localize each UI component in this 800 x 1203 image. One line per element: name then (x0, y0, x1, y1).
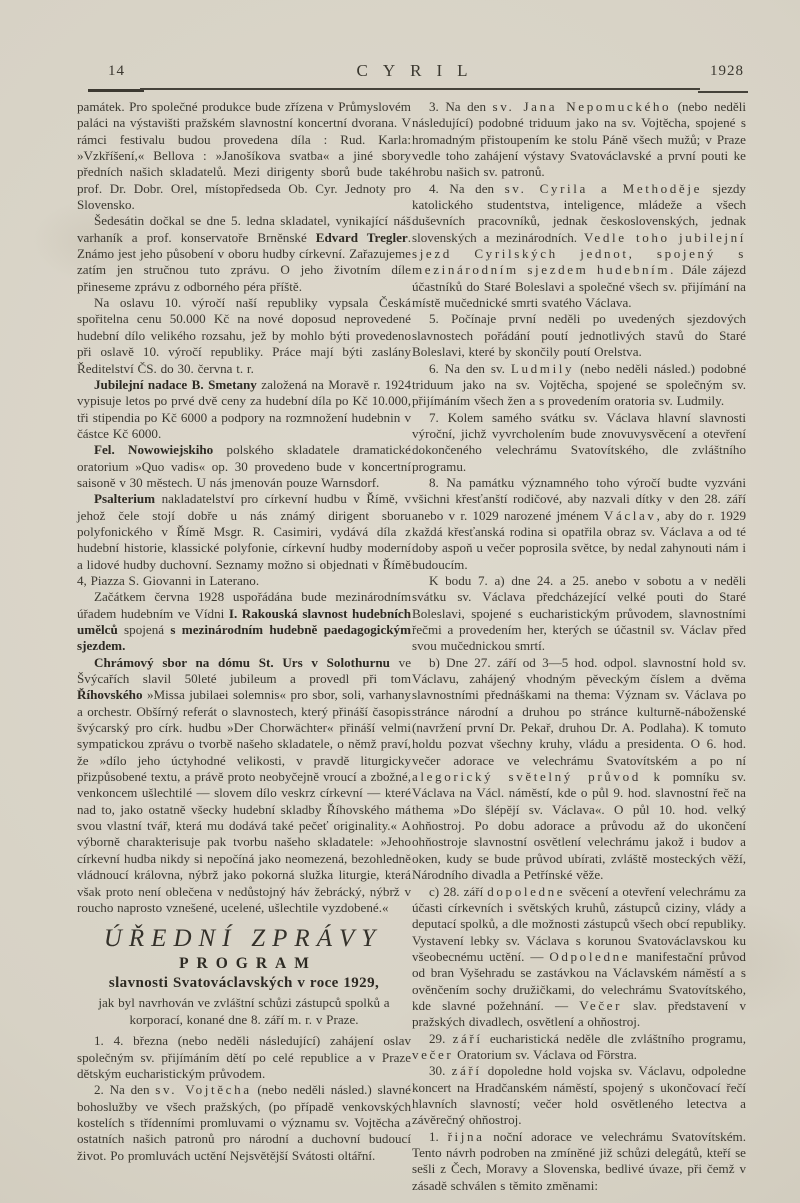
paragraph (412, 1129, 746, 1194)
paragraph (77, 213, 411, 295)
paragraph (412, 181, 746, 312)
header-rule-left-segment (88, 89, 144, 92)
year-label: 1928 (710, 63, 744, 79)
letterspaced-text: Václav (603, 507, 657, 523)
text: Šedesátin dočkal se dne 5. ledna skladatel, vynikající náš varhaník a prof. konservatoře Brněnské (77, 213, 411, 245)
paragraph (412, 1031, 746, 1064)
letterspaced-text: Večer (579, 997, 623, 1013)
right-column (412, 99, 746, 1194)
page-header (78, 60, 746, 90)
text: Začátkem června 1928 uspořádána bude mezinárodním úřadem hudebním ve Vídni (77, 589, 411, 621)
bold-text: s mezinárodním hudebně paedagogickým sjezdem. (77, 622, 411, 654)
text: Na oslavu 10. výročí naší republiky vypsala Česká spořitelna cenu 50.000 Kč na nové doposud neprovedené hudební dílo velikého rozsahu, jež by mohlo býti provedeno při oslavě 10. výročí republiky. Práce mají býti zaslány Ředitelství ČS. do 30. června t. r. (77, 295, 411, 376)
text: dopoledne hold vojska sv. Václavu, odpoledne koncert na Hradčanském náměstí, spojený s ukončovací řečí hlavních slavností; večer hold osvětleného letectva a závěrečný ohňostroj. (412, 1063, 746, 1128)
text: (nebo neděli následující) podobné triduum jako na sv. Vojtěcha, spojené s hromadným přistoupením ke stolu Páně všech mužů; v Praze vedle toho zahájení výstavy Svatováclavské a první pouti ke hrobu našich sv. patronů. (412, 99, 746, 180)
text: Oratorium sv. Václava od Förstra. (453, 1046, 637, 1062)
heading-program: PROGRAM (179, 954, 317, 972)
paragraph (77, 1082, 411, 1164)
text: 1. (429, 1128, 448, 1144)
bold-text: Edvard Tregler (315, 229, 408, 245)
text: Dále zájezd účastníků do Staré Boleslavi a společné všech sv. přijímání na místě mučednické smrti svatého Václava. (412, 262, 746, 311)
text: 5. Počínaje první neděli po uvedených sjezdových slavnostech pořádání poutí jednotlivých stavů do Staré Boleslavi, které by skončily poutí Orelstva. (412, 311, 746, 360)
text: 4. Na den (429, 180, 505, 196)
text: (nebo neděli násled.) slavné bohoslužby ve všech pražských, (po případě venkovských kostelích s třídenními promluvami o významu sv. Vojtěcha a ostatních našich patronů pro národní a duchovní budoucí život. Po promluvách uctění Nejsvětější Svátosti oltářní. (77, 1082, 411, 1163)
paragraph (412, 311, 746, 360)
bold-text: I. Rakouská slavnost hudebních umělců (77, 605, 412, 637)
text: ve Švýcařích slavil 50leté jubileum a provedl při tom (77, 654, 411, 687)
bold-text: Chrámový sbor na dómu St. Urs v Solothurnu (94, 654, 390, 670)
letterspaced-text: večer (412, 1046, 454, 1062)
letterspaced-text: alegorický světelný průvod (412, 769, 641, 785)
paragraph (77, 491, 411, 589)
text: eucharistická neděle dle zvláštního programu, (482, 1030, 746, 1046)
text: spojená (117, 622, 171, 637)
letterspaced-text: sv. Vojtěcha (155, 1082, 252, 1098)
paragraph (77, 589, 411, 654)
paragraph (412, 475, 746, 573)
bold-text: Psalterium (94, 491, 156, 507)
letterspaced-text: září (452, 1030, 483, 1046)
paragraph (77, 99, 411, 213)
header-rule (140, 88, 700, 90)
text: k pomníku sv. Václava na Václ. náměstí, kde o půl 9. hod. slavnostní řeč na thema »Do šlépějí sv. Václava«. O půl 10. hod. velký ohňostroj. Po dobu adorace a průvodu až do ukončení ohňostroje slavnostní osvětlení velechrámu jakož i budov a oken, kudy se bude průvod ubírati, zvláště mosteckých věží, Národního divadla a Petřínské věže. (412, 769, 746, 883)
text: . Známo jest jeho působení v oboru hudby církevní. Zařazujeme zatím jen stručnou tuto zprávu. O jeho životním díle přineseme zprávu z odborného péra příště. (77, 229, 412, 294)
paragraph (412, 1063, 746, 1128)
text: c) 28. září (429, 883, 488, 899)
paragraph (412, 655, 746, 884)
text: 3. Na den (429, 99, 493, 114)
text: 6. Na den sv. (429, 360, 511, 376)
letterspaced-text: Odpoledne (549, 948, 631, 964)
text: (nebo neděli násled.) podobné triduum jako na sv. Vojtěcha, spojené se společným sv. přijímáním všech žen a s provedením oratoria sv. Ludmily. (412, 360, 747, 409)
letterspaced-text: sv. Cyrila a Methoděje (504, 180, 702, 196)
journal-title: CYRIL (356, 61, 483, 80)
text: sjezdy katolického studentstva, inteligence, mládeže a všech duševních pracovníků, jednak československých, jednak slovenských a mezinárodních. (412, 180, 746, 245)
letterspaced-text: Ludmily (510, 360, 575, 376)
text: 2. Na den (94, 1082, 156, 1098)
page-number: 14 (108, 63, 125, 79)
paragraph (412, 99, 746, 181)
text: 7. Kolem samého svátku sv. Václava hlavní slavnosti výroční, jichž vyvrcholením bude znovuvysvěcení a otevření dokončeného velechrámu Svatovítského, dle zvláštního programu. (412, 409, 746, 474)
text: 29. (429, 1030, 453, 1046)
letterspaced-text: září (451, 1063, 482, 1079)
letterspaced-text: Vedle toho jubilejní sjezd Cyrilských jednot, spojený s mezinárodním sjezdem hudebním. (412, 229, 746, 278)
paragraph (77, 442, 411, 491)
text: svěcení a otevření velechrámu za účasti církevních i světských kruhů, zástupců ciziny, vlády a deputací spolků, a dle možnosti zástupců všech obcí republiky. Vystavení lebky sv. Václava s korunou Svatováclavskou ku všeobecnému uctění. — (412, 883, 746, 964)
text: památek. Pro společné produkce bude zřízena v Průmyslovém paláci na výstavišti pražském slavnostní koncertní dvorana. V rámci festivalu budou provedena díla : Rud. Karla: »Vzkříšení,« Bellova : »Janošíkova svatba« a jiné sbory předních našich skladatelů. Mezi dirigenty sborů bude také prof. Dr. Dobr. Orel, místopředseda Ob. Cyr. Jednoty pro Slovensko. (77, 99, 411, 213)
text: 30. (429, 1063, 452, 1079)
bold-text: Říhovského (77, 687, 143, 703)
bold-text: Fel. Nowowiejskiho (94, 442, 214, 458)
heading-subtitle: jak byl navrhován ve zvláštní schůzi zástupců spolků a korporací, konané dne 8. září m. r. v Praze. (98, 995, 390, 1027)
text: 8. Na památku významného toho výročí budte vyzváni všichni křesťanští rodičové, aby nazvali dítky v den 28. září anebo v r. 1029 narozené jménem (412, 474, 746, 523)
paragraph (412, 573, 746, 655)
paragraph (77, 655, 411, 917)
header-rule-right-segment (698, 91, 748, 93)
paragraph (412, 884, 746, 1031)
letterspaced-text: řijna (447, 1128, 485, 1144)
text: slav. představení v pražských divadlech, osvětlení a ohňostroj. (412, 997, 746, 1030)
paragraph (412, 361, 746, 410)
text: polského skladatele dramatické oratorium »Quo vadis« op. 30 provedeno bude v koncertní saisoně v 30 městech. U nás jmenován pouze Warnsdorf. (77, 442, 411, 490)
paragraph (77, 1033, 411, 1082)
text: nakladatelství pro církevní hudbu v Římě, v jehož čele stojí dobře u nás známý dirigent sboru polyfonického v Římě Msgr. R. Casimiri, vydává díla z hudební historie, klassické polyfonie, církevní hudby moderní a lidové hudby duchovní. Seznamy možno si objednati v Římě 4, Piazza S. Giovanni in Laterano. (77, 491, 411, 588)
paragraph (77, 377, 411, 442)
text: noční adorace ve velechrámu Svatovítském. Tento návrh podroben na zmíněné již schůzi delegátů, kteří se sešli z Čech, Moravy a Slovenska, bedlivé úvaze, při čemž v zásadě schválen s těmito změnami: (412, 1128, 747, 1193)
text: »Missa jubilaei solemnis« pro sbor, soli, varhany a orchestr. Obšírný referát o slavnostech, který přináší časopis švýcarský pro círk. hudbu »Der Chorwächter« přináší velmi sympatickou zprávu o tvorbě našeho skladatele, o němž praví, že »dílo jeho úctyhodné velikosti, v pravdě liturgicky přizpůsobené textu, a právě proto neobyčejně vroucí a zbožné, venkoncem ušlechtilé — slovem dílo veskrz církevní — které nad to, jako ostatně všecky hudební skladby Říhovského má svou vlastní tvář, která mu dodává také pečeť originality.« A výborně charakterisuje pak tvorbu našeho skladatele: »Jeho církevní hudba nikdy si nepočíná jako neomezená, bezohledně vládnoucí královna, nýbrž jako pokorná služka liturgie, která však proto není oblečena v nedůstojný háv žebrácký, nýbrž v roucho naprosto vznešené, ucelené, ušlechtile vyzdobené.« (77, 687, 411, 915)
text: založená na Moravě r. 1924 vypisuje letos po prvé dvě ceny za hudební díla po Kč 10.000, tři stipendia po Kč 6000 a podpory na rozmnožení hudebnin v částce Kč 6000. (77, 376, 411, 441)
heading-slavnosti: slavnosti Svatováclavských v roce 1929, (108, 974, 380, 991)
paragraph (77, 295, 411, 377)
text: K bodu 7. a) dne 24. a 25. anebo v sobotu a v neděli svátku sv. Václava předcházející velké pouti do Staré Boleslavi, spojené s eucharistickým průvodem, slavnostními řečmi a provedením her, kterých se účastnil sv. Václav před svou mučednickou smrtí. (412, 572, 746, 654)
text: manifestační průvod od bran Vyšehradu se zastávkou na Václavském náměstí a s ověnčením sochy družičkami, do velechrámu Svatovítského, kde slavné požehnání. — (412, 948, 746, 1013)
bold-text: Jubilejní nadace B. Smetany (94, 376, 257, 392)
section-heading-uredni-zpravy: ÚŘEDNÍ ZPRÁVY (103, 925, 383, 953)
letterspaced-text: sv. Jana Nepomuckého (492, 99, 672, 114)
left-column (77, 99, 411, 1164)
text: , aby do r. 1929 každá křesťanská rodina si opatřila obraz sv. Václava a od té doby aspoň u večer poprosila světce, by nedal zahynouti nám i budoucím. (412, 507, 746, 572)
paragraph (412, 410, 746, 475)
letterspaced-text: dopoledne (487, 883, 566, 899)
text: b) Dne 27. září od 3—5 hod. odpol. slavnostní hold sv. Václavu, zahájený vhodným pěveckým číslem a dvěma slavnostními přednáškami na thema: Význam sv. Václava po stránce národní a druhou po stránce kulturně-náboženské (navržení první Dr. Pekař, druhou Dr. A. Podlaha). K tomuto holdu pozvat všechny kruhy, vládu a presidenta. O 6. hod. večer adorace ve velechrámu Svatovítském a po ní (412, 654, 746, 768)
text: 1. 4. března (nebo neděli následující) zahájení oslav společným sv. přijímáním dětí po celé republice a v Praze dětským eucharistickým průvodem. (77, 1033, 411, 1081)
